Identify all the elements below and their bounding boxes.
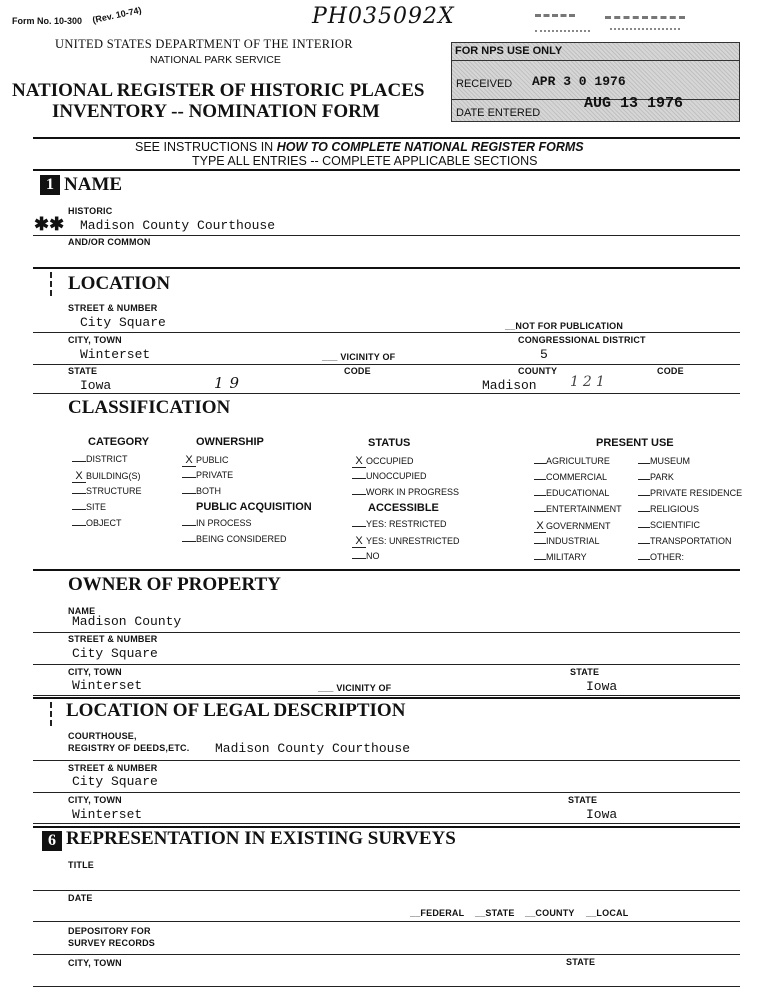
- vicinity-of-label: ___ VICINITY OF: [322, 352, 396, 362]
- county-code-value: 121: [570, 374, 609, 390]
- ownership-option-public: X PUBLIC: [182, 454, 229, 467]
- acquisition-option-in-process: IN PROCESS: [182, 518, 252, 528]
- date-entered-label: DATE ENTERED: [456, 107, 541, 119]
- present-use-private-residence: PRIVATE RESIDENCE: [638, 488, 742, 498]
- category-heading: CATEGORY: [88, 436, 150, 448]
- present-use-military: MILITARY: [534, 552, 587, 562]
- section-title-legal-description: LOCATION OF LEGAL DESCRIPTION: [66, 700, 406, 721]
- category-option-site: SITE: [72, 502, 106, 512]
- section-number-badge: 1: [40, 175, 60, 195]
- section-marker-bar: [50, 272, 52, 296]
- depository-label-line-1: DEPOSITORY FOR: [68, 926, 151, 936]
- owner-state-label: STATE: [570, 667, 600, 677]
- county-label: COUNTY: [518, 366, 558, 376]
- county-code-label: CODE: [657, 366, 684, 376]
- present-use-commercial: COMMERCIAL: [534, 472, 607, 482]
- and-or-common-label: AND/OR COMMON: [68, 237, 151, 247]
- accessible-heading: ACCESSIBLE: [368, 502, 439, 514]
- ownership-option-both: BOTH: [182, 486, 221, 496]
- owner-street-value: City Square: [72, 646, 158, 661]
- survey-date-label: DATE: [68, 893, 93, 903]
- received-label: RECEIVED: [456, 78, 513, 90]
- legal-city-value: Winterset: [72, 807, 143, 822]
- received-date-stamp: APR 3 0 1976: [532, 74, 626, 89]
- date-entered-stamp: AUG 13 1976: [584, 95, 684, 112]
- owner-name-value: Madison County: [72, 614, 182, 629]
- present-use-educational: EDUCATIONAL: [534, 488, 609, 498]
- courthouse-label: COURTHOUSE,: [68, 731, 137, 741]
- registry-label: REGISTRY OF DEEDS,ETC.: [68, 743, 190, 753]
- survey-city-label: CITY, TOWN: [68, 958, 122, 968]
- status-option-occupied: X OCCUPIED: [352, 455, 414, 468]
- present-use-other: OTHER:: [638, 552, 684, 562]
- city-town-label: CITY, TOWN: [68, 335, 122, 345]
- historic-name-value: Madison County Courthouse: [80, 218, 276, 233]
- status-option-unoccupied: UNOCCUPIED: [352, 471, 427, 481]
- faint-stamp-marks: [535, 10, 695, 38]
- legal-city-label: CITY, TOWN: [68, 795, 122, 805]
- present-use-government: X GOVERNMENT: [534, 520, 611, 533]
- accessible-option-no: NO: [352, 551, 380, 561]
- ownership-heading: OWNERSHIP: [196, 436, 264, 448]
- public-acquisition-heading: PUBLIC ACQUISITION: [196, 501, 312, 513]
- owner-vicinity-of-label: ___ VICINITY OF: [318, 683, 392, 693]
- section-marker-bar: [50, 702, 52, 726]
- present-use-heading: PRESENT USE: [596, 437, 674, 449]
- present-use-park: PARK: [638, 472, 674, 482]
- survey-local-option: __LOCAL: [586, 908, 629, 918]
- present-use-agriculture: AGRICULTURE: [534, 456, 610, 466]
- owner-city-value: Winterset: [72, 678, 143, 693]
- present-use-religious: RELIGIOUS: [638, 504, 699, 514]
- status-option-work-in-progress: WORK IN PROGRESS: [352, 487, 459, 497]
- depository-label-line-2: SURVEY RECORDS: [68, 938, 155, 948]
- congressional-district-value: 5: [540, 347, 548, 362]
- department-name: UNITED STATES DEPARTMENT OF THE INTERIOR: [55, 37, 353, 51]
- status-heading: STATUS: [368, 437, 411, 449]
- survey-state-option: __STATE: [475, 908, 515, 918]
- section-title-classification: CLASSIFICATION: [68, 397, 231, 418]
- section-title-location: LOCATION: [68, 273, 171, 294]
- present-use-entertainment: ENTERTAINMENT: [534, 504, 622, 514]
- category-option-district: DISTRICT: [72, 454, 128, 464]
- ownership-option-private: PRIVATE: [182, 470, 233, 480]
- present-use-scientific: SCIENTIFIC: [638, 520, 700, 530]
- acquisition-option-being-considered: BEING CONSIDERED: [182, 534, 287, 544]
- survey-title-label: TITLE: [68, 860, 94, 870]
- accessible-option-unrestricted: X YES: UNRESTRICTED: [352, 535, 460, 548]
- section-title-surveys: REPRESENTATION IN EXISTING SURVEYS: [66, 828, 456, 849]
- legal-street-value: City Square: [72, 774, 158, 789]
- present-use-transportation: TRANSPORTATION: [638, 536, 732, 546]
- form-title-line-2: INVENTORY -- NOMINATION FORM: [52, 101, 380, 122]
- form-number: Form No. 10-300: [12, 16, 83, 26]
- county-value: Madison: [482, 378, 537, 393]
- section-title-name: NAME: [64, 174, 123, 195]
- survey-federal-option: __FEDERAL: [410, 908, 465, 918]
- instructions-line-1: SEE INSTRUCTIONS IN HOW TO COMPLETE NATIONAL REGISTER FORMS: [135, 140, 584, 154]
- nps-use-only-box: [451, 42, 740, 122]
- form-title-line-1: NATIONAL REGISTER OF HISTORIC PLACES: [12, 80, 425, 101]
- owner-city-label: CITY, TOWN: [68, 667, 122, 677]
- owner-state-value: Iowa: [586, 679, 618, 694]
- congressional-district-label: CONGRESSIONAL DISTRICT: [518, 335, 646, 345]
- city-value: Winterset: [80, 347, 151, 362]
- street-value: City Square: [80, 315, 166, 330]
- code-label: CODE: [344, 366, 371, 376]
- category-option-buildings: X BUILDING(S): [72, 470, 141, 483]
- legal-street-label: STREET & NUMBER: [68, 763, 158, 773]
- not-for-publication: __NOT FOR PUBLICATION: [505, 321, 624, 331]
- state-label: STATE: [68, 366, 98, 376]
- accessible-option-restricted: YES: RESTRICTED: [352, 519, 447, 529]
- owner-name-label: NAME: [68, 606, 96, 616]
- legal-state-value: Iowa: [586, 807, 618, 822]
- present-use-industrial: INDUSTRIAL: [534, 536, 600, 546]
- legal-state-label: STATE: [568, 795, 598, 805]
- survey-county-option: __COUNTY: [525, 908, 575, 918]
- nps-box-heading: FOR NPS USE ONLY: [455, 45, 563, 57]
- handwritten-reference-id: PH035092X: [312, 4, 455, 29]
- instructions-line-2: TYPE ALL ENTRIES -- COMPLETE APPLICABLE SECTIONS: [192, 154, 538, 168]
- category-option-object: OBJECT: [72, 518, 122, 528]
- category-option-structure: STRUCTURE: [72, 486, 142, 496]
- registry-value: Madison County Courthouse: [215, 741, 411, 756]
- historic-label: HISTORIC: [68, 206, 113, 216]
- form-revision: (Rev. 10-74): [91, 4, 143, 26]
- section-title-owner: OWNER OF PROPERTY: [68, 574, 281, 595]
- handwritten-mark-icon: ✱✱: [34, 214, 65, 234]
- state-value: Iowa: [80, 378, 112, 393]
- state-code-value: 19: [214, 374, 246, 392]
- owner-street-label: STREET & NUMBER: [68, 634, 158, 644]
- street-number-label: STREET & NUMBER: [68, 303, 158, 313]
- section-number-badge: 6: [42, 831, 62, 851]
- present-use-museum: MUSEUM: [638, 456, 690, 466]
- service-name: NATIONAL PARK SERVICE: [150, 54, 281, 66]
- survey-state-label: STATE: [566, 957, 596, 967]
